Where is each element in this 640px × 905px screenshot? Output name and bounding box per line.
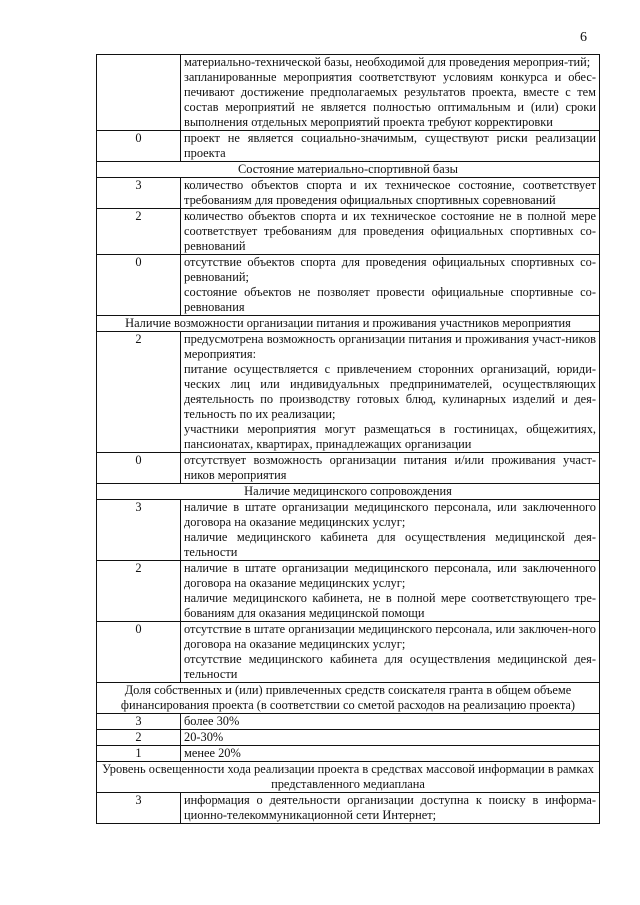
description-line: количество объектов спорта и их техническое состояние не в полной мере соответствует требованиям для проведения официальных спортивных со-ревнований (184, 209, 596, 253)
description-line: 20-30% (184, 730, 224, 744)
criteria-row (97, 453, 600, 484)
description-cell (181, 500, 600, 561)
section-header-row (97, 316, 600, 332)
criteria-row (97, 255, 600, 316)
score-cell: 2 (97, 561, 181, 622)
criteria-row (97, 730, 600, 746)
criteria-row (97, 561, 600, 622)
description-cell (181, 793, 600, 824)
score-cell: 1 (97, 746, 181, 762)
description-line: участники мероприятия могут размещаться в гостиницах, общежитиях, пансионатах, квартирах, принадлежащих организации (184, 422, 596, 451)
score-cell: 2 (97, 730, 181, 746)
description-cell (181, 55, 600, 131)
criteria-table (96, 54, 600, 824)
section-header-row (97, 683, 600, 714)
description-cell (181, 746, 600, 762)
section-header-row (97, 762, 600, 793)
description-line: отсутствие объектов спорта для проведения официальных спортивных со-ревнований; (184, 255, 596, 284)
section-header-row (97, 162, 600, 178)
description-line: материально-технической базы, необходимой для проведения мероприя-тий; (184, 55, 591, 69)
score-cell: 3 (97, 714, 181, 730)
description-line: информация о деятельности организации доступна к поиску в информа-ционно-телекоммуникационной сети Интернет; (184, 793, 596, 822)
description-line: питание осуществляется с привлечением сторонних организаций, юриди-ческих лиц или индивидуальных предпринимателей, осуществляющих деятельность по производству готовых блюд, кулинарных изделий и дея-тельность по их реализации; (184, 362, 596, 421)
criteria-row (97, 178, 600, 209)
description-line: отсутствие медицинского кабинета для осуществления медицинской дея-тельности (184, 652, 596, 681)
score-cell: 3 (97, 793, 181, 824)
description-line: предусмотрена возможность организации питания и проживания участ-ников мероприятия: (184, 332, 596, 361)
description-cell (181, 209, 600, 255)
score-cell: 3 (97, 178, 181, 209)
criteria-row (97, 714, 600, 730)
section-title: Уровень освещенности хода реализации проекта в средствах массовой информации в рамках представленного медиаплана (97, 762, 600, 793)
description-line: состояние объектов не позволяет провести официальные спортивные со-ревнования (184, 285, 596, 314)
description-cell (181, 561, 600, 622)
description-line: наличие в штате организации медицинского персонала, или заключенного договора на оказание медицинских услуг; (184, 561, 596, 590)
description-line: отсутствие в штате организации медицинского персонала, или заключен-ного договора на оказание медицинских услуг; (184, 622, 596, 651)
section-title: Доля собственных и (или) привлеченных средств соискателя гранта в общем объеме финансирования проекта (в соответствии со сметой расходов на реализацию проекта) (97, 683, 600, 714)
description-line: наличие медицинского кабинета для осуществления медицинской дея-тельности (184, 530, 596, 559)
criteria-row (97, 622, 600, 683)
description-cell (181, 131, 600, 162)
description-line: отсутствует возможность организации питания и/или проживания участ-ников мероприятия (184, 453, 596, 482)
score-cell (97, 55, 181, 131)
score-cell: 2 (97, 332, 181, 453)
page-number: 6 (580, 30, 587, 45)
criteria-row (97, 793, 600, 824)
score-cell: 0 (97, 131, 181, 162)
description-line: проект не является социально-значимым, существуют риски реализации проекта (184, 131, 596, 160)
description-cell (181, 714, 600, 730)
score-cell: 0 (97, 255, 181, 316)
description-line: наличие медицинского кабинета, не в полной мере соответствующего тре-бованиям для оказания медицинской помощи (184, 591, 596, 620)
criteria-row (97, 209, 600, 255)
description-line: более 30% (184, 714, 240, 728)
section-header-row (97, 484, 600, 500)
section-title: Наличие возможности организации питания и проживания участников мероприятия (97, 316, 600, 332)
score-cell: 2 (97, 209, 181, 255)
criteria-table-body (97, 55, 600, 824)
score-cell: 3 (97, 500, 181, 561)
description-line: менее 20% (184, 746, 241, 760)
criteria-row (97, 332, 600, 453)
criteria-row (97, 55, 600, 131)
section-title: Наличие медицинского сопровождения (97, 484, 600, 500)
section-title: Состояние материально-спортивной базы (97, 162, 600, 178)
description-cell (181, 453, 600, 484)
description-cell (181, 255, 600, 316)
criteria-row (97, 746, 600, 762)
description-line: количество объектов спорта и их техническое состояние, соответствует требованиям для проведения официальных спортивных соревнований (184, 178, 596, 207)
description-cell (181, 622, 600, 683)
score-cell: 0 (97, 622, 181, 683)
score-cell: 0 (97, 453, 181, 484)
description-cell (181, 332, 600, 453)
description-cell (181, 730, 600, 746)
description-line: наличие в штате организации медицинского персонала, или заключенного договора на оказание медицинских услуг; (184, 500, 596, 529)
criteria-row (97, 131, 600, 162)
description-cell (181, 178, 600, 209)
criteria-row (97, 500, 600, 561)
description-line: запланированные мероприятия соответствуют условиям конкурса и обес-печивают достижение предполагаемых результатов проекта, вместе с тем состав мероприятий не является полностью оптимальным и (или) сроки выполнения отдельных мероприятий проекта требуют корректировки (184, 70, 596, 129)
